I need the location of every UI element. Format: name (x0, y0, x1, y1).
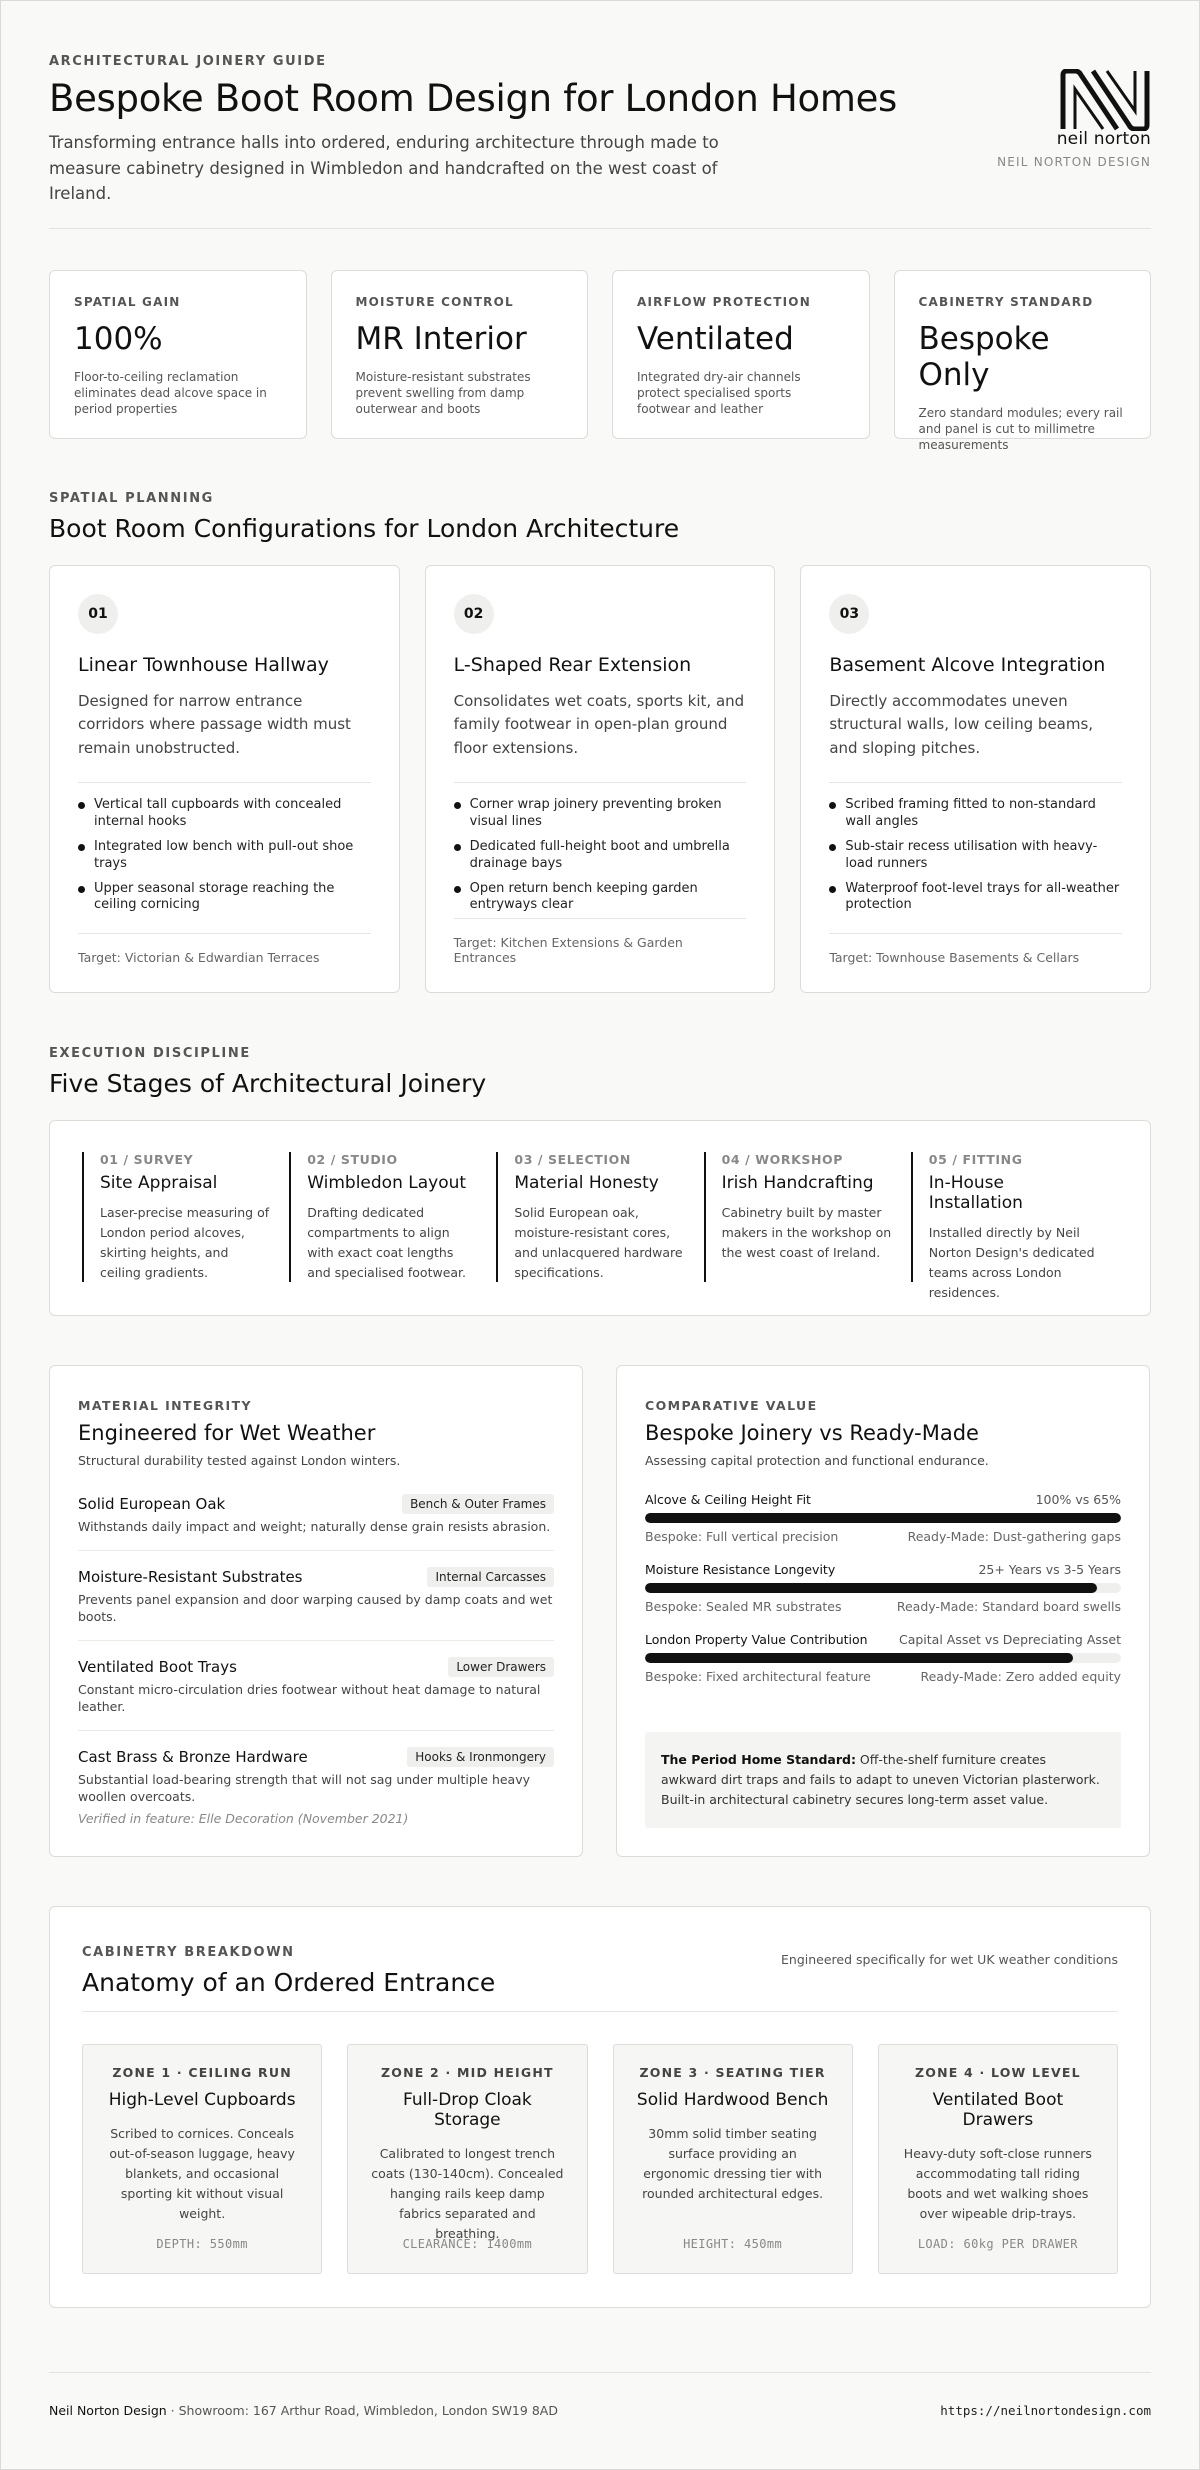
metric-bespoke: Bespoke: Sealed MR substrates (645, 1599, 842, 1614)
material-desc: Substantial load-bearing strength that will not sag under multiple heavy woollen overcoats. (78, 1771, 531, 1804)
stage-item (82, 1152, 289, 1282)
material-tag: Lower Drawers (448, 1657, 554, 1677)
stage-desc: Drafting dedicated compartments to align with exact coat lengths and specialised footwear. (307, 1205, 467, 1280)
config-feature: Open return bench keeping garden entryways clear (454, 881, 747, 915)
config-title: Linear Townhouse Hallway (78, 654, 329, 676)
config-feature: Upper seasonal storage reaching the ceiling cornicing (78, 881, 371, 915)
stage-desc: Laser-precise measuring of London period alcoves, skirting heights, and ceiling gradients. (100, 1205, 270, 1280)
zone-desc: Heavy-duty soft-close runners accommodating tall riding boots and wet walking shoes over wipeable drip-trays. (903, 2146, 1092, 2221)
stat-desc: Integrated dry-air channels protect specialised sports footwear and leather (637, 370, 801, 417)
footer-address: · Showroom: 167 Arthur Road, Wimbledon, London SW19 8AD (166, 2403, 558, 2418)
metric-bespoke: Bespoke: Full vertical precision (645, 1529, 839, 1544)
metric-bar-track (645, 1583, 1121, 1593)
config-title: Basement Alcove Integration (829, 654, 1106, 676)
stage-title: Site Appraisal (100, 1173, 218, 1193)
stage-desc: Cabinetry built by master makers in the workshop on the west coast of Ireland. (721, 1205, 892, 1260)
material-tag: Hooks & Ironmongery (407, 1747, 554, 1767)
planning-section-head (49, 491, 1151, 543)
config-card (800, 565, 1151, 993)
divider (454, 782, 747, 783)
metric-readymade: Ready-Made: Zero added equity (920, 1669, 1121, 1684)
metric-bar-track (645, 1513, 1121, 1523)
material-name: Solid European Oak (78, 1495, 226, 1513)
stage-step: 03 / SELECTION (514, 1152, 631, 1167)
config-feature: Corner wrap joinery preventing broken visual lines (454, 797, 747, 831)
stat-card (612, 270, 870, 439)
stat-label: MOISTURE CONTROL (355, 295, 514, 309)
material-desc: Withstands daily impact and weight; naturally dense grain resists abrasion. (78, 1519, 551, 1534)
stages-panel (49, 1120, 1151, 1316)
configurations-grid (49, 565, 1151, 993)
material-name: Moisture-Resistant Substrates (78, 1567, 303, 1586)
materials-panel (49, 1365, 583, 1857)
config-number-badge: 02 (454, 594, 494, 634)
stat-value: 100% (74, 321, 163, 357)
zone-desc: Scribed to cornices. Conceals out-of-season luggage, heavy blankets, and occasional sporting kit without visual weight. (109, 2126, 295, 2221)
material-item (78, 1478, 554, 1551)
metric-compare: 25+ Years vs 3-5 Years (978, 1562, 1121, 1577)
zone-desc: Calibrated to longest trench coats (130-140cm). Concealed hanging rails keep damp fabrics separated and breathing. (371, 2146, 564, 2241)
config-target: Target: Kitchen Extensions & Garden Entrances (454, 918, 747, 965)
anatomy-panel (49, 1906, 1151, 2308)
materials-list (78, 1478, 554, 1820)
stage-title: In-House Installation (928, 1173, 1023, 1213)
metric-bar-fill (645, 1513, 1121, 1523)
config-feature: Sub-stair recess utilisation with heavy-load runners (829, 839, 1122, 873)
config-body: Consolidates wet coats, sports kit, and family footwear in open-plan ground floor extensions. (453, 692, 745, 757)
metric-bar-fill (645, 1583, 1097, 1593)
stage-title: Irish Handcrafting (721, 1173, 874, 1193)
zone-title: High-Level Cupboards (108, 2090, 296, 2110)
config-feature: Vertical tall cupboards with concealed internal hooks (78, 797, 371, 831)
page-lede: Transforming entrance halls into ordered, enduring architecture through made to measure cabinetry designed in Wimbledon and handcrafted on the west coast of Ireland. (49, 133, 719, 204)
footer-website-link[interactable]: https://neilnortondesign.com (940, 2403, 1151, 2418)
comparison-panel (616, 1365, 1150, 1857)
material-desc: Constant micro-circulation dries footwear without heat damage to natural leather. (78, 1681, 541, 1714)
stage-step: 02 / STUDIO (307, 1152, 398, 1167)
materials-eyebrow: MATERIAL INTEGRITY (78, 1398, 252, 1413)
config-feature-list (78, 797, 371, 914)
execution-eyebrow: EXECUTION DISCIPLINE (49, 1046, 251, 1061)
stage-title: Material Honesty (514, 1173, 659, 1193)
stage-step: 01 / SURVEY (100, 1152, 194, 1167)
zone-card (613, 2044, 853, 2274)
material-name: Ventilated Boot Trays (78, 1657, 237, 1676)
brand-logo[interactable] (997, 69, 1151, 169)
config-feature: Scribed framing fitted to non-standard wall angles (829, 797, 1122, 831)
metric-label: Moisture Resistance Longevity (645, 1562, 836, 1577)
header-eyebrow: ARCHITECTURAL JOINERY GUIDE (49, 54, 327, 69)
zone-title: Solid Hardwood Bench (636, 2090, 829, 2110)
config-card (49, 565, 400, 993)
stat-value: Ventilated (637, 321, 794, 357)
stat-card (49, 270, 307, 439)
zone-label: ZONE 1 · CEILING RUN (112, 2065, 292, 2080)
stat-label: AIRFLOW PROTECTION (637, 295, 811, 309)
footer-info (49, 2403, 558, 2418)
stat-desc: Zero standard modules; every rail and panel is cut to millimetre measurements (918, 406, 1123, 453)
metric-compare: 100% vs 65% (1035, 1492, 1121, 1507)
divider (78, 782, 371, 783)
metric-label: Alcove & Ceiling Height Fit (645, 1492, 811, 1507)
zone-spec: LOAD: 60kg PER DRAWER (917, 2237, 1078, 2251)
stat-desc: Floor-to-ceiling reclamation eliminates dead alcove space in period properties (74, 370, 267, 417)
metric-label: London Property Value Contribution (645, 1632, 868, 1647)
callout-heading: The Period Home Standard: (661, 1752, 856, 1767)
zone-spec: DEPTH: 550mm (156, 2237, 248, 2251)
stage-item (496, 1152, 703, 1282)
stage-desc: Solid European oak, moisture-resistant cores, and unlacquered hardware specifications. (514, 1205, 683, 1280)
comparison-metric (645, 1632, 1121, 1684)
execution-section-head (49, 1046, 1151, 1098)
metric-compare: Capital Asset vs Depreciating Asset (898, 1632, 1121, 1647)
stat-card (894, 270, 1152, 453)
comparison-metric (645, 1562, 1121, 1614)
stage-item (704, 1152, 911, 1282)
stat-desc: Moisture-resistant substrates prevent swelling from damp outerwear and boots (355, 370, 531, 417)
zone-card (347, 2044, 587, 2274)
two-panel-row (49, 1365, 1151, 1857)
planning-eyebrow: SPATIAL PLANNING (49, 491, 214, 506)
stage-item (289, 1152, 496, 1282)
zone-title: Ventilated Boot Drawers (932, 2090, 1064, 2130)
anatomy-eyebrow: CABINETRY BREAKDOWN (82, 1945, 295, 1960)
comparison-eyebrow: COMPARATIVE VALUE (645, 1398, 818, 1413)
divider (829, 782, 1122, 783)
config-feature-list (454, 797, 747, 914)
comparison-metrics (645, 1492, 1121, 1684)
zone-desc: 30mm solid timber seating surface providing an ergonomic dressing tier with rounded architectural edges. (642, 2126, 824, 2201)
verified-note: Verified in feature: Elle Decoration (November 2021) (78, 1811, 409, 1826)
stage-step: 05 / FITTING (928, 1152, 1023, 1167)
config-target: Target: Townhouse Basements & Cellars (829, 933, 1122, 965)
metric-bar-fill (645, 1653, 1073, 1663)
material-tag: Bench & Outer Frames (402, 1494, 554, 1514)
stat-value: Bespoke Only (918, 321, 1050, 393)
zone-spec: HEIGHT: 450mm (683, 2237, 783, 2251)
stat-value: MR Interior (355, 321, 527, 357)
planning-title: Boot Room Configurations for London Architecture (49, 514, 680, 543)
metric-bespoke: Bespoke: Fixed architectural feature (645, 1669, 871, 1684)
zone-label: ZONE 4 · LOW LEVEL (914, 2065, 1081, 2080)
comparison-metric (645, 1492, 1121, 1544)
anatomy-note: Engineered specifically for wet UK weather conditions (781, 1952, 1118, 1967)
materials-title: Engineered for Wet Weather (78, 1421, 376, 1445)
config-feature: Dedicated full-height boot and umbrella drainage bays (454, 839, 747, 873)
material-item (78, 1551, 554, 1641)
stage-title: Wimbledon Layout (307, 1173, 467, 1193)
materials-subtitle: Structural durability tested against London winters. (78, 1453, 401, 1468)
stage-item (911, 1152, 1118, 1300)
page-header (49, 1, 1151, 229)
zone-label: ZONE 3 · SEATING TIER (639, 2065, 826, 2080)
config-number-badge: 01 (78, 594, 118, 634)
stat-card (331, 270, 589, 439)
material-tag: Internal Carcasses (427, 1567, 554, 1587)
material-item (78, 1641, 554, 1731)
config-feature: Integrated low bench with pull-out shoe trays (78, 839, 371, 873)
execution-title: Five Stages of Architectural Joinery (49, 1069, 487, 1098)
logo-company: NEIL NORTON DESIGN (997, 155, 1151, 169)
material-name: Cast Brass & Bronze Hardware (78, 1747, 308, 1766)
footer-brand: Neil Norton Design (49, 2403, 167, 2418)
material-desc: Prevents panel expansion and door warping caused by damp coats and wet boots. (78, 1591, 553, 1624)
zone-label: ZONE 2 · MID HEIGHT (381, 2065, 554, 2080)
page-title: Bespoke Boot Room Design for London Homes (49, 77, 898, 120)
config-feature: Waterproof foot-level trays for all-weather protection (829, 881, 1122, 915)
zone-title: Full-Drop Cloak Storage (402, 2090, 532, 2130)
zones-grid (82, 2044, 1118, 2274)
config-card (425, 565, 776, 993)
stage-desc: Installed directly by Neil Norton Design's dedicated teams across London residences. (928, 1225, 1095, 1300)
metric-bar-track (645, 1653, 1121, 1663)
config-title: L-Shaped Rear Extension (453, 654, 692, 676)
anatomy-title: Anatomy of an Ordered Entrance (82, 1968, 496, 1997)
logo-wordmark: neil norton (1056, 129, 1151, 149)
stat-label: SPATIAL GAIN (74, 295, 181, 309)
nn-monogram-icon (1059, 69, 1151, 131)
stat-label: CABINETRY STANDARD (918, 295, 1094, 309)
zone-spec: CLEARANCE: 1400mm (402, 2237, 533, 2251)
callout-text: Off-the-shelf furniture creates awkward dirt traps and fails to adapt to uneven Victorian plasterwork. Built-in architectural cabinetry secures long-term asset value. (661, 1752, 1100, 1807)
config-body: Directly accommodates uneven structural walls, low ceiling beams, and sloping pitches. (829, 692, 1094, 757)
material-item (78, 1731, 554, 1820)
zone-card (878, 2044, 1118, 2274)
metric-readymade: Ready-Made: Dust-gathering gaps (907, 1529, 1121, 1544)
config-body: Designed for narrow entrance corridors where passage width must remain unobstructed. (78, 692, 351, 757)
period-home-callout (645, 1732, 1121, 1828)
comparison-subtitle: Assessing capital protection and functional endurance. (645, 1453, 989, 1468)
metric-readymade: Ready-Made: Standard board swells (896, 1599, 1121, 1614)
stats-row (49, 270, 1151, 453)
config-number-badge: 03 (829, 594, 869, 634)
stage-step: 04 / WORKSHOP (721, 1152, 844, 1167)
config-target: Target: Victorian & Edwardian Terraces (78, 933, 371, 965)
config-feature-list (829, 797, 1122, 914)
page-footer (49, 2372, 1151, 2418)
zone-card (82, 2044, 322, 2274)
comparison-title: Bespoke Joinery vs Ready-Made (645, 1421, 979, 1445)
